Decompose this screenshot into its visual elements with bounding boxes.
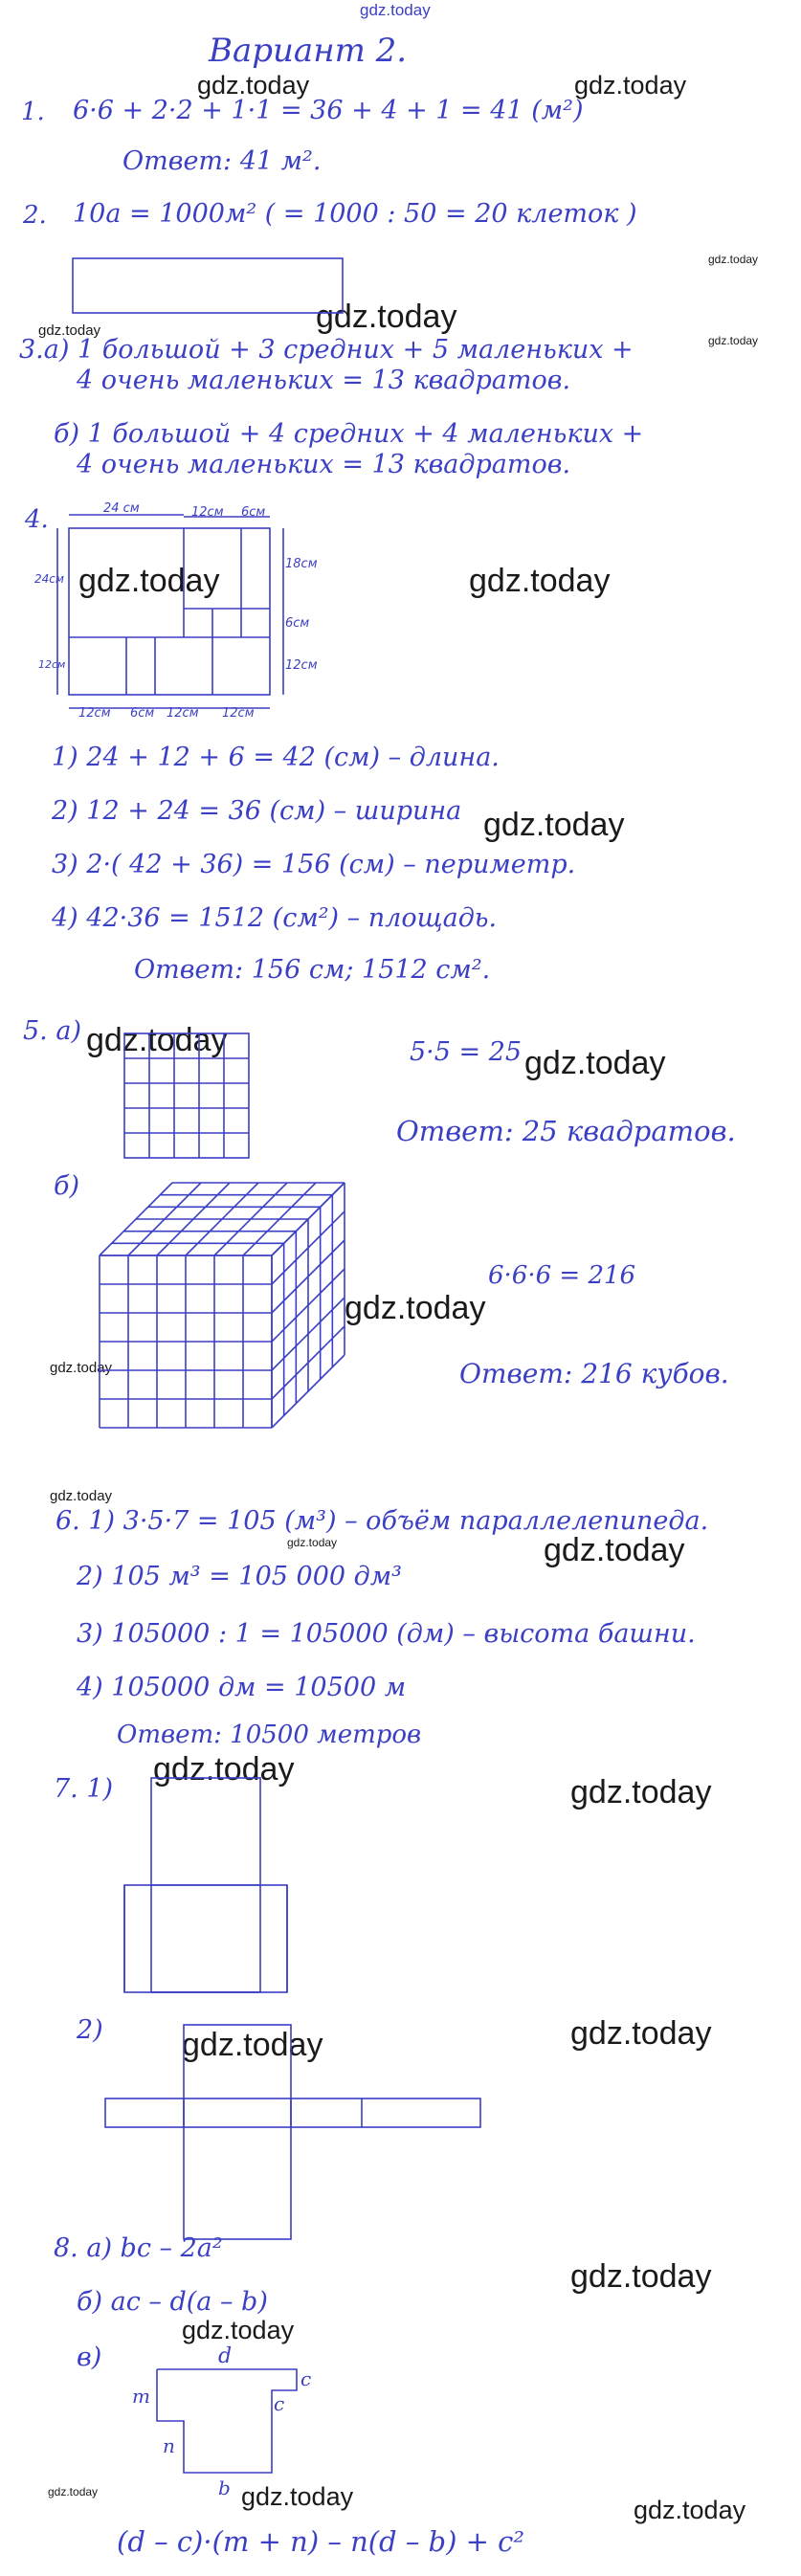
dim-left-12: 12см: [38, 658, 66, 671]
watermark: gdz.today: [153, 1751, 295, 1788]
task7-label2: 2): [77, 2015, 103, 2045]
watermark: gdz.today: [634, 2496, 746, 2524]
task3b-line1: б) 1 большой + 4 средних + 4 маленьких +: [54, 419, 644, 449]
task4-step1: 1) 24 + 12 + 6 = 42 (см) – длина.: [52, 743, 500, 772]
task5a-expression: 5·5 = 25: [410, 1037, 523, 1067]
watermark: gdz.today: [570, 1774, 712, 1810]
task8c-label-c1: c: [300, 2367, 312, 2390]
dim-left-24: 24см: [34, 572, 64, 586]
watermark: gdz.today: [86, 1022, 228, 1058]
task8c-label-d: d: [218, 2344, 233, 2368]
task6-step2: 2) 105 м³ = 105 000 дм³: [77, 1562, 402, 1591]
watermark: gdz.today: [524, 1045, 666, 1081]
task6-step4: 4) 105000 дм = 10500 м: [77, 1673, 407, 1702]
task5b-answer: Ответ: 216 кубов.: [459, 1358, 729, 1389]
task3a-line1: 3.а) 1 большой + 3 средних + 5 маленьких +: [19, 335, 634, 365]
watermark: gdz.today: [483, 807, 625, 843]
watermark: gdz.today: [708, 253, 759, 266]
task8a: 8. а) bc – 2a²: [54, 2233, 223, 2263]
dim-right-6: 6см: [285, 616, 310, 631]
watermark: gdz.today: [345, 1290, 486, 1326]
task5b-expression: 6·6·6 = 216: [488, 1261, 636, 1290]
watermark: gdz.today: [78, 563, 220, 599]
dim-bottom-12c: 12см: [222, 706, 255, 721]
task8b: б) ac – d(a – b): [77, 2287, 268, 2317]
watermark: gdz.today: [182, 2027, 323, 2063]
task1-expression: 6·6 + 2·2 + 1·1 = 36 + 4 + 1 = 41 (м²): [73, 96, 584, 125]
watermark: gdz.today: [570, 2015, 712, 2052]
dim-right-12: 12см: [285, 658, 318, 673]
task3b-line2: 4 очень маленьких = 13 квадратов.: [77, 450, 571, 479]
task2-expression: 10а = 1000м² ( = 1000 : 50 = 20 клеток ): [73, 199, 637, 229]
task6-step3: 3) 105000 : 1 = 105000 (дм) – высота башни.: [77, 1619, 696, 1649]
watermark: gdz.today: [182, 2316, 295, 2344]
task1-number: 1.: [21, 98, 45, 126]
dim-top-12: 12см: [191, 505, 224, 520]
page-title: Вариант 2.: [209, 32, 408, 70]
task5a-answer: Ответ: 25 квадратов.: [396, 1115, 736, 1147]
task8c-expression: (d – c)·(m + n) – n(d – b) + c²: [117, 2525, 525, 2558]
watermark: gdz.today: [708, 334, 759, 347]
watermark: gdz.today: [197, 71, 310, 100]
dim-top-6: 6см: [241, 505, 266, 520]
task3a-line2: 4 очень маленьких = 13 квадратов.: [77, 366, 571, 395]
watermark: gdz.today: [574, 71, 687, 100]
task8c-label-n: n: [163, 2434, 175, 2457]
task4-step4: 4) 42·36 = 1512 (см²) – площадь.: [52, 903, 498, 933]
watermark: gdz.today: [48, 2485, 99, 2498]
task8c-label: в): [77, 2343, 102, 2372]
task8c-label-c2: c: [274, 2392, 285, 2415]
site-logo: gdz.today: [360, 1, 431, 19]
task5a-label: 5. а): [23, 1016, 81, 1046]
dim-right-18: 18см: [285, 557, 318, 571]
task8c-label-m: m: [132, 2385, 150, 2408]
dim-bottom-12a: 12см: [78, 706, 111, 721]
watermark: gdz.today: [469, 563, 611, 599]
watermark: gdz.today: [570, 2258, 712, 2295]
task5b-label: б): [54, 1171, 80, 1201]
task4-answer: Ответ: 156 см; 1512 см².: [134, 955, 491, 985]
dim-bottom-6: 6см: [130, 706, 155, 721]
watermark: gdz.today: [50, 1488, 113, 1504]
watermark: gdz.today: [287, 1536, 338, 1549]
watermark: gdz.today: [38, 322, 101, 339]
task4-step3: 3) 2·( 42 + 36) = 156 (см) – периметр.: [52, 850, 576, 879]
task1-answer: Ответ: 41 м².: [122, 146, 322, 176]
task8c-label-b: b: [218, 2476, 231, 2499]
task6-step1: 6. 1) 3·5·7 = 105 (м³) – объём параллелепипеда.: [56, 1506, 709, 1536]
watermark: gdz.today: [316, 299, 457, 335]
dim-bottom-12b: 12см: [167, 706, 199, 721]
watermark: gdz.today: [544, 1532, 685, 1568]
task7-label1: 7. 1): [54, 1774, 114, 1804]
task2-number: 2.: [23, 201, 47, 230]
watermark: gdz.today: [50, 1360, 113, 1376]
task4-number: 4.: [25, 505, 49, 534]
dim-top-24: 24 см: [103, 501, 140, 516]
task4-step2: 2) 12 + 24 = 36 (см) – ширина: [52, 796, 462, 826]
watermark: gdz.today: [241, 2482, 354, 2511]
task6-answer: Ответ: 10500 метров: [117, 1721, 422, 1749]
